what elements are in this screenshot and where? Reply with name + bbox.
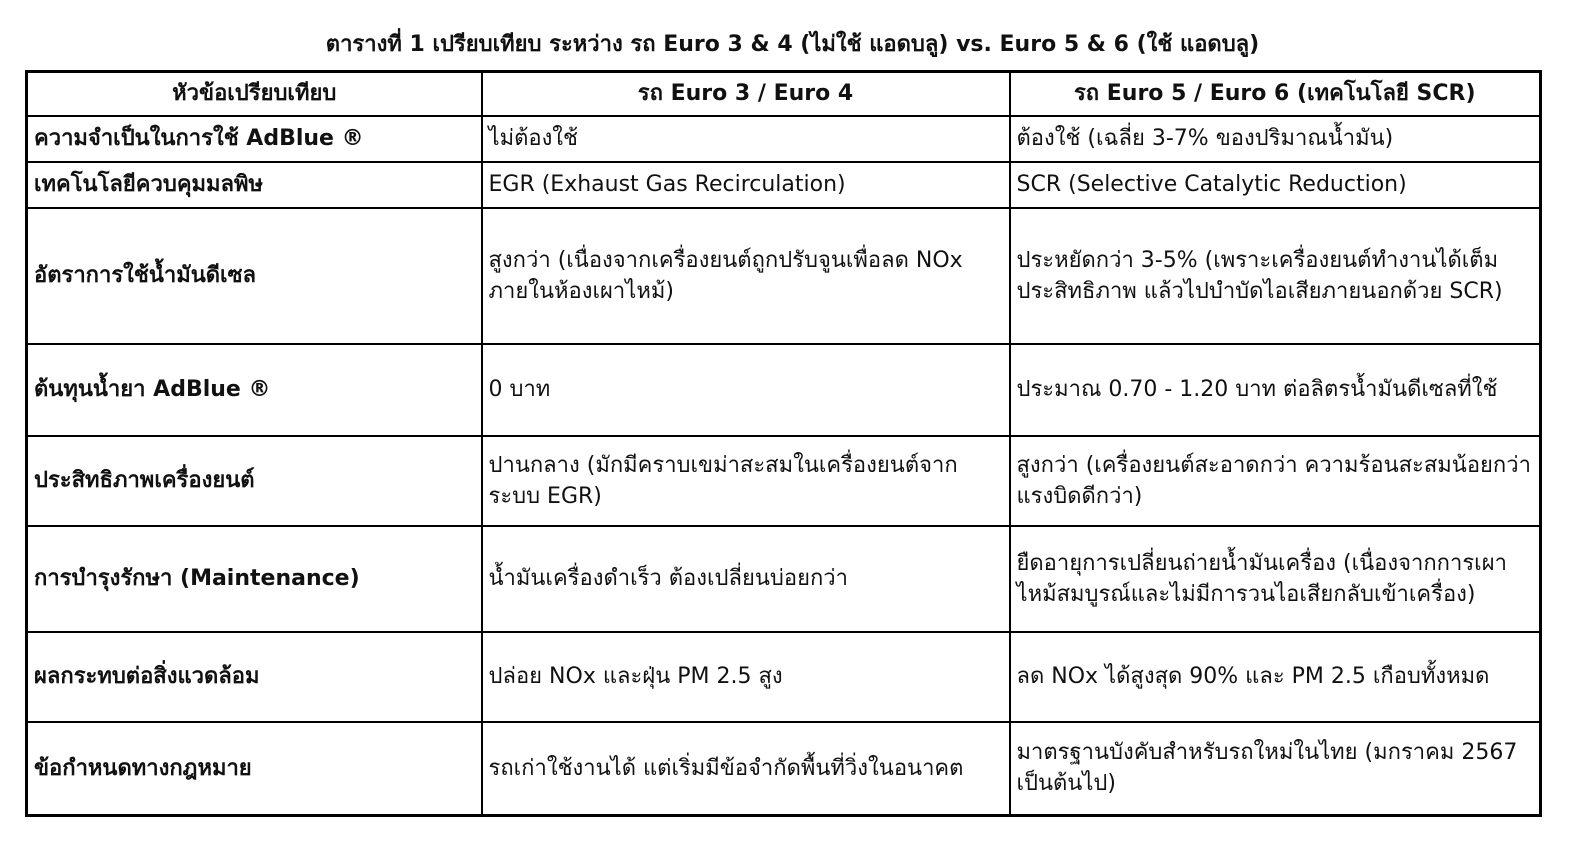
row-euro34-value: ปานกลาง (มักมีคราบเขม่าสะสมในเครื่องยนต์จากระบบ EGR) xyxy=(482,436,1010,526)
row-topic: การบำรุงรักษา (Maintenance) xyxy=(27,526,482,632)
row-euro34-value: น้ำมันเครื่องดำเร็ว ต้องเปลี่ยนบ่อยกว่า xyxy=(482,526,1010,632)
row-euro56-value: ต้องใช้ (เฉลี่ย 3-7% ของปริมาณน้ำมัน) xyxy=(1010,116,1541,162)
column-header-euro56: รถ Euro 5 / Euro 6 (เทคโนโลยี SCR) xyxy=(1010,72,1541,116)
row-topic: ความจำเป็นในการใช้ AdBlue ® xyxy=(27,116,482,162)
row-euro56-value: ประมาณ 0.70 - 1.20 บาท ต่อลิตรน้ำมันดีเซลที่ใช้ xyxy=(1010,344,1541,436)
table-row xyxy=(27,632,1541,722)
header-row xyxy=(27,72,1541,116)
table-row xyxy=(27,116,1541,162)
row-topic: ผลกระทบต่อสิ่งแวดล้อม xyxy=(27,632,482,722)
row-euro56-value: ประหยัดกว่า 3-5% (เพราะเครื่องยนต์ทำงานได้เต็มประสิทธิภาพ แล้วไปบำบัดไอเสียภายนอกด้วย SCR) xyxy=(1010,208,1541,344)
row-topic: เทคโนโลยีควบคุมมลพิษ xyxy=(27,162,482,208)
table-title: ตารางที่ 1 เปรียบเทียบ ระหว่าง รถ Euro 3 & 4 (ไม่ใช้ แอดบลู) vs. Euro 5 & 6 (ใช้ แอดบลู) xyxy=(325,32,1260,57)
row-topic: ข้อกำหนดทางกฎหมาย xyxy=(27,722,482,816)
row-euro56-value: SCR (Selective Catalytic Reduction) xyxy=(1010,162,1541,208)
row-euro34-value: 0 บาท xyxy=(482,344,1010,436)
row-euro34-value: EGR (Exhaust Gas Recirculation) xyxy=(482,162,1010,208)
table-row xyxy=(27,162,1541,208)
row-euro34-value: ปล่อย NOx และฝุ่น PM 2.5 สูง xyxy=(482,632,1010,722)
row-euro56-value: สูงกว่า (เครื่องยนต์สะอาดกว่า ความร้อนสะสมน้อยกว่า แรงบิดดีกว่า) xyxy=(1010,436,1541,526)
row-euro34-value: รถเก่าใช้งานได้ แต่เริ่มมีข้อจำกัดพื้นที่วิ่งในอนาคต xyxy=(482,722,1010,816)
row-euro34-value: สูงกว่า (เนื่องจากเครื่องยนต์ถูกปรับจูนเพื่อลด NOx ภายในห้องเผาไหม้) xyxy=(482,208,1010,344)
column-header-euro34: รถ Euro 3 / Euro 4 xyxy=(482,72,1010,116)
table-row xyxy=(27,722,1541,816)
comparison-table xyxy=(25,70,1542,817)
row-topic: อัตราการใช้น้ำมันดีเซล xyxy=(27,208,482,344)
row-topic: ประสิทธิภาพเครื่องยนต์ xyxy=(27,436,482,526)
table-row xyxy=(27,526,1541,632)
table-row xyxy=(27,344,1541,436)
row-euro34-value: ไม่ต้องใช้ xyxy=(482,116,1010,162)
table-row xyxy=(27,436,1541,526)
row-euro56-value: ยืดอายุการเปลี่ยนถ่ายน้ำมันเครื่อง (เนื่องจากการเผาไหม้สมบูรณ์และไม่มีการวนไอเสียกลับเข้าเครื่อง) xyxy=(1010,526,1541,632)
table-row xyxy=(27,208,1541,344)
row-euro56-value: ลด NOx ได้สูงสุด 90% และ PM 2.5 เกือบทั้งหมด xyxy=(1010,632,1541,722)
row-topic: ต้นทุนน้ำยา AdBlue ® xyxy=(27,344,482,436)
column-header-topic: หัวข้อเปรียบเทียบ xyxy=(27,72,482,116)
row-euro56-value: มาตรฐานบังคับสำหรับรถใหม่ในไทย (มกราคม 2567 เป็นต้นไป) xyxy=(1010,722,1541,816)
